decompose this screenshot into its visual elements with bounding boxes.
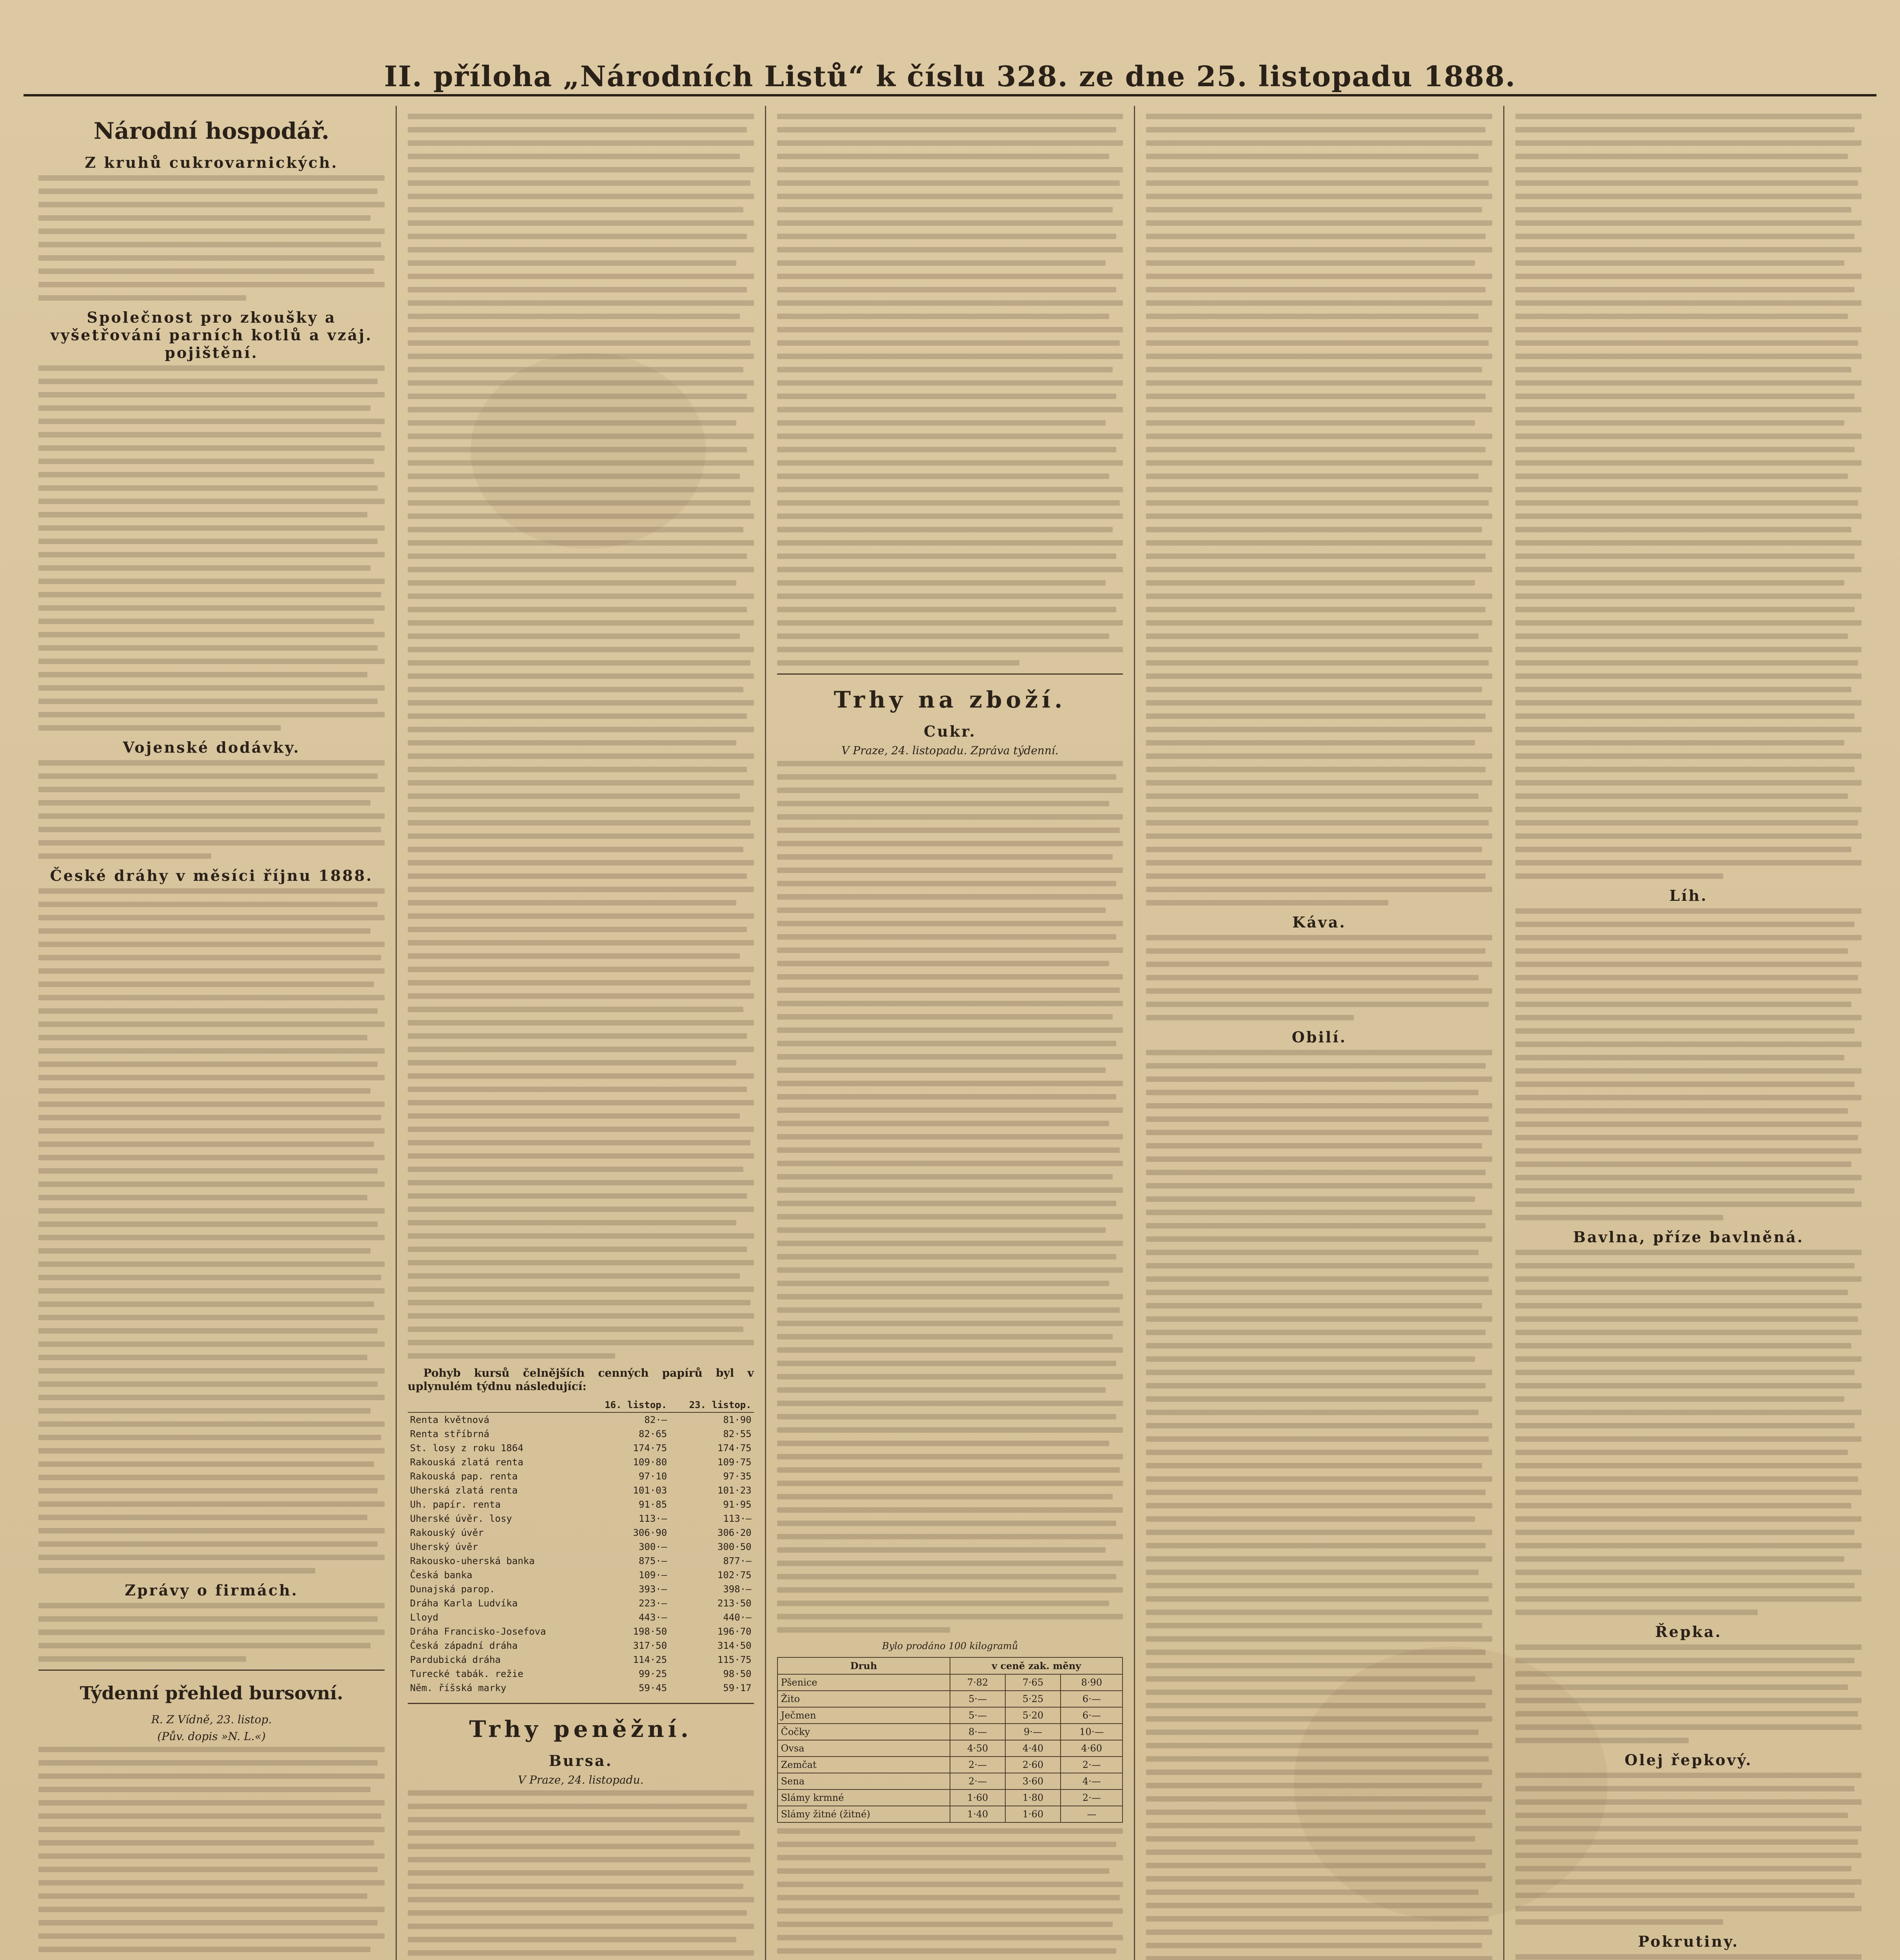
grain-price: 4·—	[1061, 1773, 1123, 1789]
rate-value: 115·75	[717, 1654, 752, 1665]
article-text-block	[38, 888, 385, 1573]
rates-row	[408, 1653, 754, 1667]
rates-header-cell: 16. listop.	[585, 1398, 669, 1412]
grain-row	[777, 1789, 1123, 1806]
grain-price: 2·—	[950, 1773, 1005, 1789]
subsection-title: Z kruhů cukrovarnických.	[85, 154, 338, 171]
rate-value: 223·—	[638, 1598, 667, 1609]
grain-row	[777, 1806, 1123, 1822]
article-text-block	[38, 1603, 385, 1662]
rates-row	[408, 1427, 754, 1441]
column-5	[1504, 106, 1873, 1960]
grain-header-row	[777, 1657, 1123, 1674]
grain-row	[777, 1724, 1123, 1740]
rates-header-cell: 23. listop.	[669, 1398, 754, 1412]
repka-title: Řepka.	[1655, 1623, 1722, 1641]
grain-table	[777, 1657, 1123, 1823]
grain-row	[777, 1740, 1123, 1757]
grain-body	[777, 1674, 1123, 1822]
bourse-byline: R. Z Vídně, 23. listop.	[151, 1713, 272, 1726]
security-name: Pardubická dráha	[410, 1654, 501, 1665]
spirit-title: Líh.	[1669, 887, 1708, 904]
grain-kind: Žito	[777, 1691, 950, 1707]
grain-price: 5·—	[950, 1707, 1005, 1724]
rates-row	[408, 1596, 754, 1610]
grain-price: 2·—	[1061, 1757, 1123, 1773]
rates-row	[408, 1412, 754, 1427]
grain-kind: Ječmen	[777, 1707, 950, 1724]
security-name: St. losy z roku 1864	[410, 1443, 523, 1454]
security-name: Renta stříbrná	[410, 1428, 490, 1439]
rate-value: 109·75	[717, 1457, 752, 1468]
grain-row	[777, 1707, 1123, 1724]
rate-value: 99·25	[638, 1668, 667, 1679]
money-title: Trhy peněžní.	[469, 1716, 692, 1742]
money-subtitle: Bursa.	[549, 1752, 613, 1769]
grain-row	[777, 1691, 1123, 1707]
bourse-author: (Pův. dopis »N. L.«)	[157, 1730, 266, 1743]
article-text-block	[1515, 1644, 1862, 1743]
rates-row	[408, 1582, 754, 1596]
grain-price: 2·60	[1005, 1757, 1061, 1773]
goods-title: Trhy na zboží.	[834, 686, 1066, 713]
rate-value: 81·90	[723, 1414, 752, 1425]
security-name: Dráha Karla Ludvíka	[410, 1598, 518, 1609]
grain-price: 5·25	[1005, 1691, 1061, 1707]
rates-body	[408, 1412, 754, 1695]
article-text-block	[38, 760, 385, 859]
subsection-title: Vojenské dodávky.	[123, 739, 300, 756]
subsection-title: Zprávy o firmách.	[125, 1581, 298, 1599]
rates-row	[408, 1526, 754, 1540]
grain-kind: Pšenice	[777, 1674, 950, 1691]
rates-row	[408, 1610, 754, 1624]
rate-value: 82·65	[638, 1428, 667, 1439]
rate-value: 113·—	[638, 1513, 667, 1524]
rate-value: 314·50	[717, 1640, 752, 1651]
column-1	[27, 106, 397, 1960]
rates-row	[408, 1483, 754, 1497]
article-text-block	[408, 114, 754, 1359]
grain-price: 1·60	[1005, 1806, 1061, 1822]
rates-intro: Pohyb kursů čelnějších cenných papírů byl v uplynulém týdnu následující:	[407, 1367, 754, 1393]
rate-value: 91·95	[723, 1499, 752, 1510]
article-text-block	[1515, 114, 1862, 879]
rates-row	[408, 1624, 754, 1639]
security-name: Rakouská zlatá renta	[410, 1457, 523, 1468]
money-byline: V Praze, 24. listopadu.	[518, 1773, 644, 1786]
rate-value: 174·75	[717, 1443, 752, 1454]
page-header	[24, 59, 1876, 96]
rates-row	[408, 1540, 754, 1554]
rates-row	[408, 1681, 754, 1695]
security-name: Lloyd	[410, 1612, 439, 1623]
rate-value: 174·75	[633, 1443, 667, 1454]
article-text-block	[38, 365, 385, 731]
rates-row	[408, 1497, 754, 1512]
security-name: Renta květnová	[410, 1414, 490, 1425]
article-text-block	[1515, 1954, 1862, 1960]
divider	[38, 1670, 385, 1671]
rate-value: 101·23	[717, 1485, 752, 1496]
grain-title: Obilí.	[1291, 1028, 1347, 1046]
rates-row	[408, 1455, 754, 1469]
article-text-block	[1146, 1050, 1492, 1960]
article-text-block	[777, 1828, 1123, 1960]
rate-value: 300·—	[638, 1541, 667, 1552]
rate-value: 102·75	[717, 1570, 752, 1581]
rate-value: 59·17	[723, 1682, 752, 1693]
grain-price: 4·40	[1005, 1740, 1061, 1757]
rates-row	[408, 1469, 754, 1483]
security-name: Uh. papír. renta	[410, 1499, 501, 1510]
grain-header-cell: Druh	[777, 1657, 950, 1674]
article-text-block	[777, 761, 1123, 1633]
rate-value: 82·55	[723, 1428, 752, 1439]
security-name: Dunajská parop.	[410, 1584, 495, 1595]
bourse-title: Týdenní přehled bursovní.	[80, 1682, 343, 1704]
rate-value: 91·85	[638, 1499, 667, 1510]
rate-value: 393·—	[638, 1584, 667, 1595]
column-4	[1135, 106, 1504, 1960]
rates-header-row	[408, 1398, 754, 1412]
rate-value: 196·70	[717, 1626, 752, 1637]
rates-row	[408, 1568, 754, 1582]
grain-price: 8·90	[1061, 1674, 1123, 1691]
exchange-listing	[777, 114, 1123, 666]
rates-row	[408, 1639, 754, 1653]
grain-price: 1·80	[1005, 1789, 1061, 1806]
coffee-title: Káva.	[1292, 913, 1346, 931]
rate-value: 317·50	[633, 1640, 667, 1651]
article-text-block	[408, 1790, 754, 1960]
rate-value: 114·25	[633, 1654, 667, 1665]
grain-price: 5·—	[950, 1691, 1005, 1707]
cotton-title: Bavlna, příze bavlněná.	[1573, 1228, 1804, 1246]
column-3	[766, 106, 1135, 1960]
grain-price: 6·—	[1061, 1707, 1123, 1724]
rate-value: 306·20	[717, 1527, 752, 1538]
sugar-byline: V Praze, 24. listopadu. Zpráva týdenní.	[841, 744, 1059, 757]
grain-table-title: Bylo prodáno 100 kilogramů	[882, 1641, 1018, 1651]
article-text-block	[1515, 1773, 1862, 1925]
rate-value: 306·90	[633, 1527, 667, 1538]
security-name: Turecké tabák. režie	[410, 1668, 523, 1679]
columns	[27, 106, 1873, 1960]
rate-value: 109·—	[638, 1570, 667, 1581]
security-name: Rakouský úvěr	[410, 1527, 484, 1538]
rates-row	[408, 1667, 754, 1681]
oil-title: Olej řepkový.	[1624, 1751, 1753, 1769]
grain-price: 4·60	[1061, 1740, 1123, 1757]
security-name: Uherský úvěr	[410, 1541, 478, 1552]
grain-price: 7·82	[950, 1674, 1005, 1691]
column-2	[397, 106, 766, 1960]
grain-price: 2·—	[950, 1757, 1005, 1773]
rate-value: 97·10	[638, 1471, 667, 1482]
security-name: Rakousko-uherská banka	[410, 1555, 535, 1566]
page-title: II. příloha „Národních Listů“ k číslu 328. ze dne 25. listopadu 1888.	[384, 60, 1516, 93]
divider	[408, 1703, 754, 1704]
sugar-title: Cukr.	[924, 722, 976, 740]
grain-price: 6·—	[1061, 1691, 1123, 1707]
security-name: Uherské úvěr. losy	[410, 1513, 512, 1524]
grain-kind: Slámy krmné	[777, 1789, 950, 1806]
grain-price: 3·60	[1005, 1773, 1061, 1789]
security-name: Rakouská pap. renta	[410, 1471, 518, 1482]
grain-price: 10·—	[1061, 1724, 1123, 1740]
grain-price: 7·65	[1005, 1674, 1061, 1691]
rates-table	[408, 1398, 754, 1695]
pokrutiny-title: Pokrutiny.	[1638, 1933, 1739, 1950]
rate-value: 213·50	[717, 1598, 752, 1609]
rate-value: 875·—	[638, 1555, 667, 1566]
rate-value: 113·—	[723, 1513, 752, 1524]
grain-row	[777, 1757, 1123, 1773]
grain-price: 8·—	[950, 1724, 1005, 1740]
security-name: Česká západní dráha	[410, 1640, 518, 1651]
rates-row	[408, 1554, 754, 1568]
grain-kind: Slámy žitné (žitné)	[777, 1806, 950, 1822]
grain-kind: Zemčat	[777, 1757, 950, 1773]
rate-value: 877·—	[723, 1555, 752, 1566]
rate-value: 82·—	[644, 1414, 667, 1425]
divider	[777, 673, 1123, 675]
article-text-block	[1146, 935, 1492, 1020]
grain-kind: Ovsa	[777, 1740, 950, 1757]
grain-price: —	[1061, 1806, 1123, 1822]
rate-value: 443·—	[638, 1612, 667, 1623]
grain-kind: Sena	[777, 1773, 950, 1789]
article-text-block	[1515, 1250, 1862, 1615]
article-text-block	[38, 175, 385, 301]
rate-value: 101·03	[633, 1485, 667, 1496]
rate-value: 98·50	[723, 1668, 752, 1679]
grain-price: 1·40	[950, 1806, 1005, 1822]
security-name: Uherská zlatá renta	[410, 1485, 518, 1496]
grain-price: 1·60	[950, 1789, 1005, 1806]
subsection-title: Společnost pro zkoušky a vyšetřování parních kotlů a vzáj. pojištění.	[50, 309, 373, 361]
grain-price: 4·50	[950, 1740, 1005, 1757]
rates-header-cell	[408, 1398, 585, 1412]
rate-value: 198·50	[633, 1626, 667, 1637]
rate-value: 440·—	[723, 1612, 752, 1623]
grain-row	[777, 1674, 1123, 1691]
section-title: Národní hospodář.	[93, 118, 329, 144]
grain-price: 9·—	[1005, 1724, 1061, 1740]
rate-value: 398·—	[723, 1584, 752, 1595]
grain-price: 2·—	[1061, 1789, 1123, 1806]
article-text-block	[38, 1747, 385, 1960]
security-name: Česká banka	[410, 1570, 472, 1581]
grain-kind: Čočky	[777, 1724, 950, 1740]
grain-price: 5·20	[1005, 1707, 1061, 1724]
article-text-block	[1515, 908, 1862, 1220]
security-name: Něm. říšská marky	[410, 1682, 507, 1693]
rate-value: 109·80	[633, 1457, 667, 1468]
grain-row	[777, 1773, 1123, 1789]
article-text-block	[1146, 114, 1492, 906]
subsection-title: České dráhy v měsíci říjnu 1888.	[50, 867, 373, 884]
grain-header-cell: v ceně zak. měny	[950, 1657, 1123, 1674]
rates-row	[408, 1512, 754, 1526]
security-name: Dráha Francisko-Josefova	[410, 1626, 546, 1637]
rates-row	[408, 1441, 754, 1455]
rate-value: 59·45	[638, 1682, 667, 1693]
rate-value: 300·50	[717, 1541, 752, 1552]
rate-value: 97·35	[723, 1471, 752, 1482]
